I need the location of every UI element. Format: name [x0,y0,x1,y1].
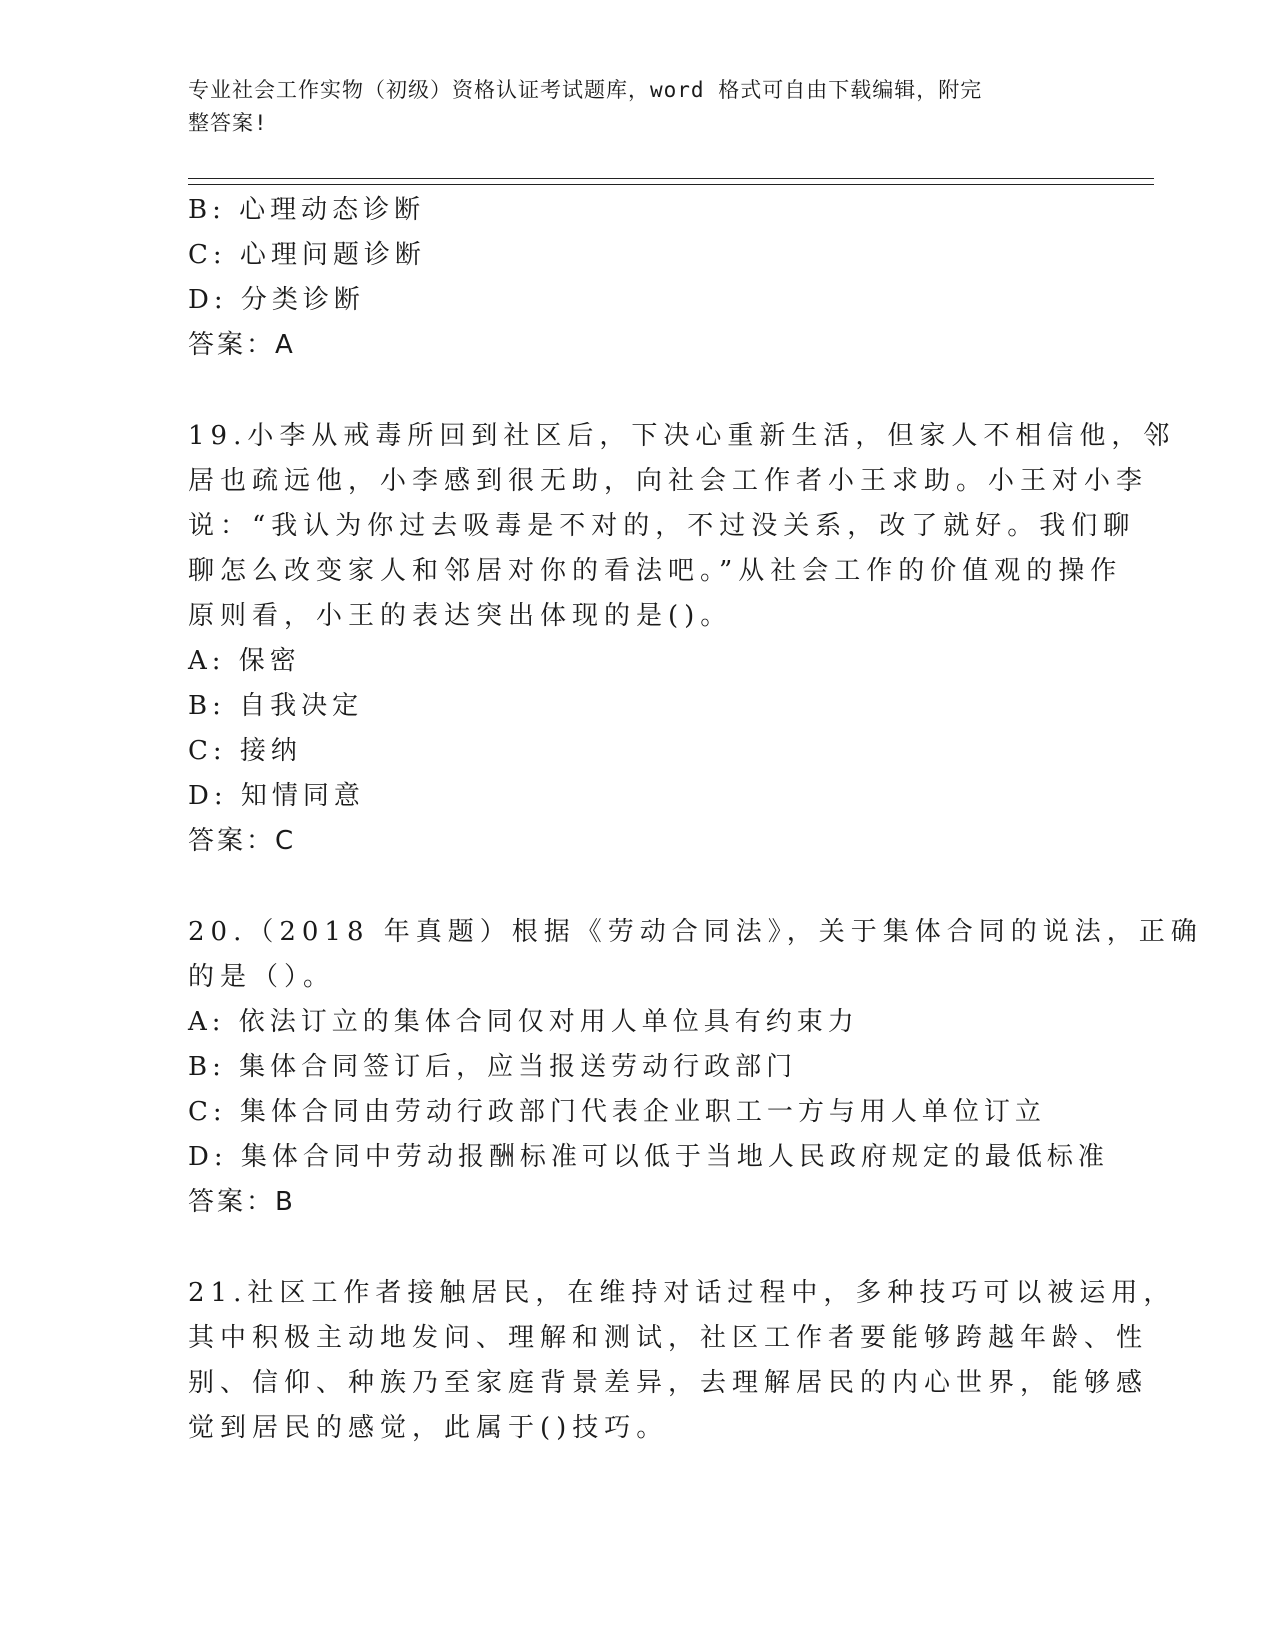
stem-line: 说：“我认为你过去吸毒是不对的，不过没关系，改了就好。我们聊 [188,511,1136,541]
question-18-tail [188,188,1088,368]
question-stem [188,414,1176,639]
stem-line: 的是（）。 [188,962,336,992]
option-b: B: 心理动态诊断 [188,195,426,225]
option-b: B: 自我决定 [188,691,364,721]
stem-line: 原则看，小王的表达突出体现的是()。 [188,601,733,631]
stem-line: 别、信仰、种族乃至家庭背景差异，去理解居民的内心世界，能够感 [188,1368,1149,1398]
option-c: C: 集体合同由劳动行政部门代表企业职工一方与用人单位订立 [188,1097,1046,1127]
option-d: D: 分类诊断 [188,285,365,315]
stem-line: 觉到居民的感觉，此属于()技巧。 [188,1413,669,1443]
option-a: A: 保密 [188,646,301,676]
page-header [188,74,1068,140]
stem-line: 居也疏远他，小李感到很无助，向社会工作者小王求助。小王对小李 [188,466,1149,496]
option-c: C: 接纳 [188,736,302,766]
header-divider-bottom [188,184,1154,185]
answer: 答案：B [188,1187,296,1217]
question-stem [188,1271,1176,1451]
question-19 [188,414,1176,864]
stem-line: 其中积极主动地发问、理解和测试，社区工作者要能够跨越年龄、性 [188,1323,1149,1353]
answer: 答案：C [188,826,297,856]
question-20 [188,910,1203,1225]
header-divider-top [188,178,1154,179]
spacer [188,864,1088,910]
spacer [188,368,1088,414]
option-c: C: 心理问题诊断 [188,240,426,270]
option-a: A: 依法订立的集体合同仅对用人单位具有约束力 [188,1007,859,1037]
question-stem [188,910,1203,1000]
option-b: B: 集体合同签订后，应当报送劳动行政部门 [188,1052,798,1082]
stem-line: 19.小李从戒毒所回到社区后，下决心重新生活，但家人不相信他，邻 [188,421,1176,451]
question-list [188,188,1203,1451]
option-d: D: 知情同意 [188,781,365,811]
stem-line: 20.（2018 年真题）根据《劳动合同法》，关于集体合同的说法，正确 [188,917,1203,947]
stem-line: 聊怎么改变家人和邻居对你的看法吧。”从社会工作的价值观的操作 [188,556,1123,586]
question-21 [188,1271,1176,1451]
spacer [188,1225,1088,1271]
stem-line: 21.社区工作者接触居民，在维持对话过程中，多种技巧可以被运用， [188,1278,1176,1308]
header-line-2: 整答案! [188,111,268,135]
answer: 答案：A [188,330,296,360]
header-line-1: 专业社会工作实物（初级）资格认证考试题库，word 格式可自由下载编辑，附完 [188,78,983,102]
option-d: D: 集体合同中劳动报酬标准可以低于当地人民政府规定的最低标准 [188,1142,1109,1172]
